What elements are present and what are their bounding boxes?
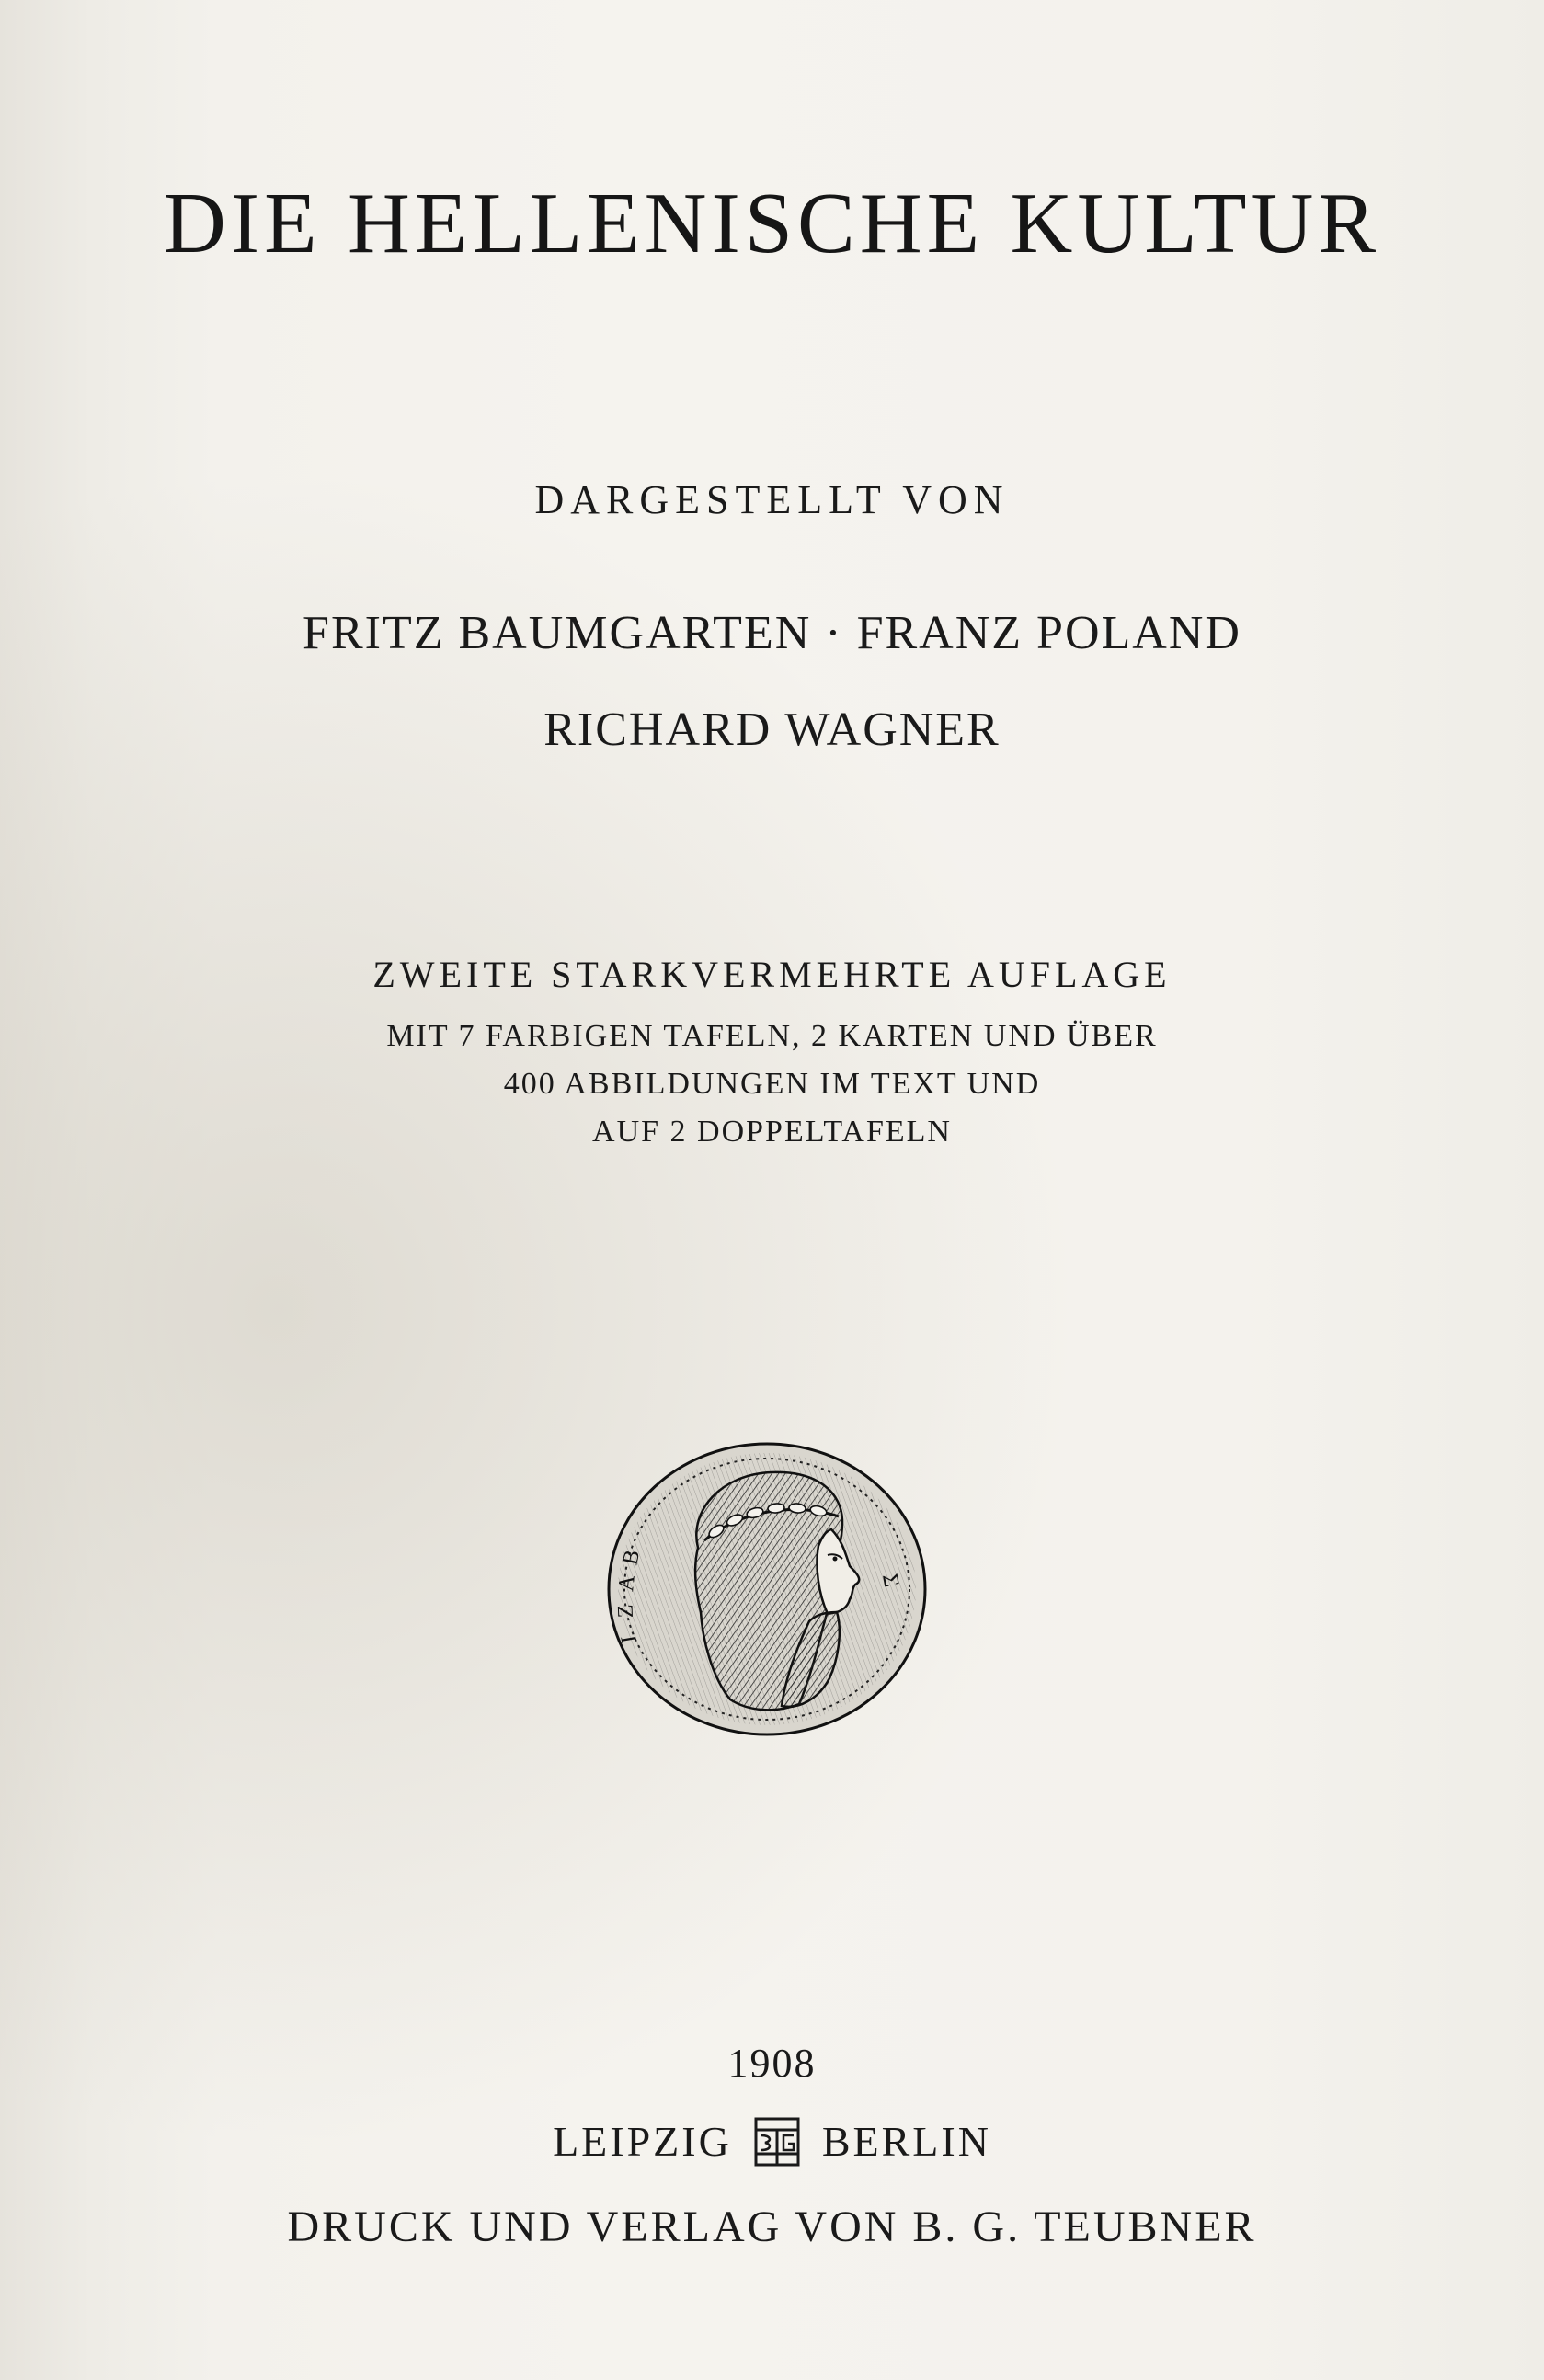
book-title: DIE HELLENISCHE KULTUR [163,176,1381,271]
svg-text:I: I [616,1633,642,1645]
svg-text:Z: Z [613,1604,638,1619]
publisher-logo-icon [754,2115,800,2168]
details-line-2: 400 ABBILDUNGEN IM TEXT UND [503,1067,1041,1101]
edition-line: ZWEITE STARKVERMEHRTE AUFLAGE [372,954,1172,995]
svg-text:A: A [614,1573,640,1593]
svg-text:Σ: Σ [877,1572,904,1589]
details-line-3: AUF 2 DOPPELTAFELN [592,1115,952,1149]
details-line-1: MIT 7 FARBIGEN TAFELN, 2 KARTEN UND ÜBER [386,1019,1158,1053]
authors-line-2: RICHARD WAGNER [543,704,1001,756]
authors-line-1: FRITZ BAUMGARTEN · FRANZ POLAND [303,607,1241,659]
city-leipzig: LEIPZIG [553,2118,732,2165]
publisher-line: DRUCK UND VERLAG VON B. G. TEUBNER [287,2203,1257,2251]
svg-text:B: B [618,1548,646,1568]
by-line: DARGESTELLT VON [534,477,1010,522]
city-berlin: BERLIN [821,2118,991,2165]
coin-with-laureate-head-icon [601,1437,932,1741]
publication-year: 1908 [727,2041,817,2086]
imprint-row [0,2115,1544,2168]
